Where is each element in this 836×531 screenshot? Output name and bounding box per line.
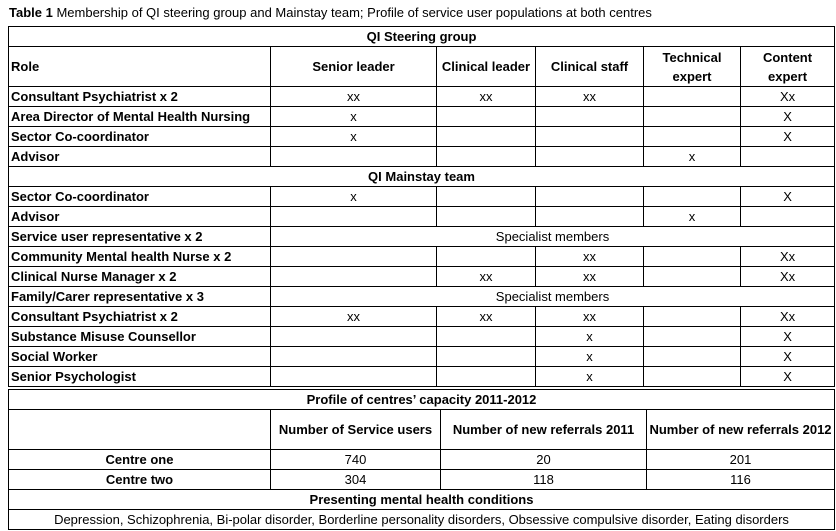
member-mark-cell: xx xyxy=(437,87,536,107)
member-mark-cell xyxy=(271,327,437,347)
column-header: Senior leader xyxy=(271,47,437,87)
profile-title-row xyxy=(9,390,835,410)
member-mark-cell: Xx xyxy=(741,307,835,327)
member-mark-cell: Xx xyxy=(741,247,835,267)
role-cell: Service user representative x 2 xyxy=(9,227,271,247)
centre-name: Centre one xyxy=(9,450,271,470)
referrals-2011: 20 xyxy=(441,450,647,470)
table-row xyxy=(9,227,835,247)
member-mark-cell xyxy=(644,87,741,107)
caption-label: Table 1 xyxy=(9,5,53,20)
table-row xyxy=(9,327,835,347)
specialist-members-cell: Specialist members xyxy=(271,227,835,247)
profile-title: Profile of centres’ capacity 2011-2012 xyxy=(9,390,835,410)
table-row xyxy=(9,347,835,367)
member-mark-cell: x xyxy=(644,207,741,227)
conditions-row xyxy=(9,510,835,530)
profile-column-header: Number of new referrals 2012 xyxy=(647,410,835,450)
member-mark-cell: x xyxy=(536,327,644,347)
centre-row xyxy=(9,470,835,490)
role-cell: Sector Co-coordinator xyxy=(9,187,271,207)
table-row xyxy=(9,147,835,167)
steering-title-row xyxy=(9,27,835,47)
member-mark-cell xyxy=(644,187,741,207)
member-mark-cell xyxy=(271,267,437,287)
member-mark-cell: xx xyxy=(271,307,437,327)
member-mark-cell: x xyxy=(536,347,644,367)
profile-column-header: Number of Service users xyxy=(271,410,441,450)
member-mark-cell xyxy=(644,367,741,387)
member-mark-cell: X xyxy=(741,367,835,387)
member-mark-cell xyxy=(271,247,437,267)
member-mark-cell xyxy=(437,327,536,347)
column-header: Technical expert xyxy=(644,47,741,87)
steering-group-title: QI Steering group xyxy=(9,27,835,47)
column-header: Clinical staff xyxy=(536,47,644,87)
member-mark-cell xyxy=(271,367,437,387)
member-mark-cell xyxy=(644,247,741,267)
centre-name: Centre two xyxy=(9,470,271,490)
conditions-title-row xyxy=(9,490,835,510)
member-mark-cell: X xyxy=(741,347,835,367)
role-cell: Sector Co-coordinator xyxy=(9,127,271,147)
centre-row xyxy=(9,450,835,470)
table-row xyxy=(9,107,835,127)
member-mark-cell xyxy=(437,367,536,387)
role-cell: Consultant Psychiatrist x 2 xyxy=(9,307,271,327)
conditions-list: Depression, Schizophrenia, Bi-polar disorder, Borderline personality disorders, Obsessive compulsive disorder, Eating disorders xyxy=(9,510,835,530)
referrals-2012: 201 xyxy=(647,450,835,470)
member-mark-cell xyxy=(536,147,644,167)
role-cell: Substance Misuse Counsellor xyxy=(9,327,271,347)
profile-column-header: Number of new referrals 2011 xyxy=(441,410,647,450)
table-row xyxy=(9,127,835,147)
role-cell: Clinical Nurse Manager x 2 xyxy=(9,267,271,287)
member-mark-cell: X xyxy=(741,107,835,127)
member-mark-cell xyxy=(644,127,741,147)
member-mark-cell: x xyxy=(271,107,437,127)
member-mark-cell: xx xyxy=(536,87,644,107)
table-row xyxy=(9,187,835,207)
member-mark-cell xyxy=(741,147,835,167)
member-mark-cell: X xyxy=(741,327,835,347)
role-cell: Community Mental health Nurse x 2 xyxy=(9,247,271,267)
member-mark-cell: xx xyxy=(536,247,644,267)
member-mark-cell xyxy=(271,147,437,167)
member-mark-cell xyxy=(271,347,437,367)
member-mark-cell xyxy=(644,327,741,347)
service-users-count: 304 xyxy=(271,470,441,490)
service-users-count: 740 xyxy=(271,450,441,470)
referrals-2012: 116 xyxy=(647,470,835,490)
column-header: Content expert xyxy=(741,47,835,87)
profile-header-row xyxy=(9,410,835,450)
referrals-2011: 118 xyxy=(441,470,647,490)
member-mark-cell xyxy=(644,347,741,367)
column-header: Clinical leader xyxy=(437,47,536,87)
member-mark-cell: xx xyxy=(437,267,536,287)
table-row xyxy=(9,267,835,287)
table-row xyxy=(9,87,835,107)
mainstay-title-row xyxy=(9,167,835,187)
table-caption xyxy=(9,4,652,22)
column-header: Role xyxy=(9,47,271,87)
role-cell: Social Worker xyxy=(9,347,271,367)
member-mark-cell: x xyxy=(271,127,437,147)
mainstay-team-title: QI Mainstay team xyxy=(9,167,835,187)
member-mark-cell: X xyxy=(741,187,835,207)
member-mark-cell xyxy=(536,207,644,227)
membership-table xyxy=(8,26,835,387)
conditions-title: Presenting mental health conditions xyxy=(9,490,835,510)
member-mark-cell xyxy=(271,207,437,227)
member-mark-cell xyxy=(741,207,835,227)
role-cell: Advisor xyxy=(9,207,271,227)
member-mark-cell xyxy=(437,207,536,227)
member-mark-cell: x xyxy=(536,367,644,387)
role-cell: Area Director of Mental Health Nursing xyxy=(9,107,271,127)
profile-column-header xyxy=(9,410,271,450)
role-cell: Advisor xyxy=(9,147,271,167)
profile-table xyxy=(8,389,835,530)
member-mark-cell xyxy=(536,127,644,147)
member-mark-cell xyxy=(437,127,536,147)
caption-text: Membership of QI steering group and Mainstay team; Profile of service user populations at both centres xyxy=(52,5,652,20)
member-mark-cell xyxy=(437,347,536,367)
member-mark-cell: Xx xyxy=(741,87,835,107)
table-row xyxy=(9,287,835,307)
member-mark-cell: xx xyxy=(536,307,644,327)
member-mark-cell: x xyxy=(271,187,437,207)
table-row xyxy=(9,207,835,227)
role-cell: Senior Psychologist xyxy=(9,367,271,387)
steering-header-row xyxy=(9,47,835,87)
table-row xyxy=(9,247,835,267)
member-mark-cell xyxy=(644,107,741,127)
member-mark-cell xyxy=(644,307,741,327)
member-mark-cell xyxy=(536,187,644,207)
role-cell: Consultant Psychiatrist x 2 xyxy=(9,87,271,107)
member-mark-cell: xx xyxy=(271,87,437,107)
member-mark-cell xyxy=(644,267,741,287)
member-mark-cell xyxy=(536,107,644,127)
table-row xyxy=(9,307,835,327)
role-cell: Family/Carer representative x 3 xyxy=(9,287,271,307)
specialist-members-cell: Specialist members xyxy=(271,287,835,307)
member-mark-cell xyxy=(437,187,536,207)
member-mark-cell: Xx xyxy=(741,267,835,287)
member-mark-cell: X xyxy=(741,127,835,147)
member-mark-cell xyxy=(437,147,536,167)
member-mark-cell xyxy=(437,247,536,267)
member-mark-cell: x xyxy=(644,147,741,167)
table-row xyxy=(9,367,835,387)
member-mark-cell: xx xyxy=(437,307,536,327)
member-mark-cell xyxy=(437,107,536,127)
member-mark-cell: xx xyxy=(536,267,644,287)
